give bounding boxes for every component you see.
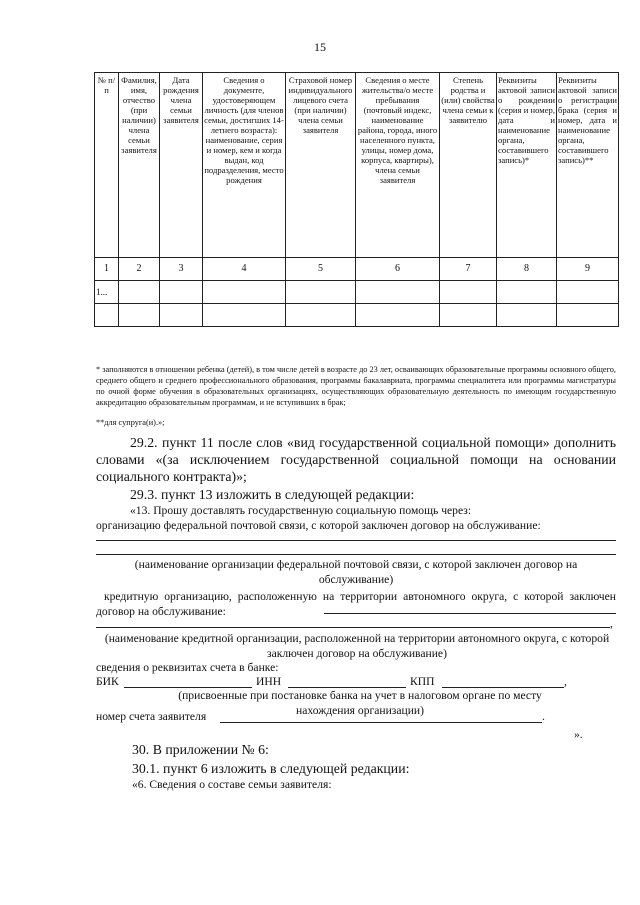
- table-cell: [356, 281, 440, 304]
- paragraph-30-1: 30.1. пункт 6 изложить в следующей редакции:: [132, 761, 410, 776]
- page-number: 15: [314, 40, 326, 54]
- header-cell: Фамилия, имя, отчество (при наличии) члена семьи заявителя: [119, 73, 160, 258]
- table-cell: [440, 281, 497, 304]
- table-cell: [203, 281, 286, 304]
- credit-organization-line-2[interactable]: [96, 627, 610, 628]
- paragraph-29-3: 29.3. пункт 13 изложить в следующей редакции:: [130, 487, 415, 502]
- paragraph-29-2: 29.2. пункт 11 после слов «вид государственной социальной помощи» дополнить словами «(за исключением государственной социальной помощи на основании социального контракта)»;: [96, 435, 616, 484]
- inn-label: ИНН: [256, 675, 282, 688]
- postal-organization-label: организацию федеральной почтовой связи, с которой заключен договор на обслуживание:: [96, 519, 541, 532]
- table-cell: [119, 281, 160, 304]
- table-cell: [497, 281, 557, 304]
- footnote-children: * заполняются в отношении ребенка (детей), в том числе детей в возрасте до 23 лет, осваивающих образовательные программы основного общего, среднего общего и среднего профессионального образования, программы бакалавриата, программы специалитета или программы магистратуры по очной форме обучения в образовательных организациях, осуществляющих образовательную деятельность по имеющим государственную аккредитацию образовательным программам, и не вступивших в брак;: [96, 365, 616, 407]
- account-number-label: номер счета заявителя: [96, 710, 207, 723]
- item-13-intro: «13. Прошу доставлять государственную социальную помощь через:: [130, 504, 472, 517]
- column-number: 1: [95, 258, 119, 281]
- column-number: 4: [203, 258, 286, 281]
- table-column-number-row: [95, 258, 619, 281]
- table-cell: [286, 304, 356, 327]
- table-cell: [497, 304, 557, 327]
- header-cell: Степень родства и (или) свойства члена семьи к заявителю: [440, 73, 497, 258]
- table-cell: [203, 304, 286, 327]
- table-cell: [119, 304, 160, 327]
- header-cell: Дата рождения члена семьи заявителя: [160, 73, 203, 258]
- table-cell: [160, 304, 203, 327]
- header-cell: Сведения о документе, удостоверяющем личность (для членов семьи, достигших 14-летнего возраста): наименование, серия и номер, кем и когда выдан, код подразделения, место рождения: [203, 73, 286, 258]
- postal-organization-line-2[interactable]: [96, 554, 616, 555]
- postal-organization-caption: (наименование организации федеральной почтовой связи, с которой заключен договор на обслуживание): [134, 558, 578, 586]
- account-details-intro: сведения о реквизитах счета в банке:: [96, 661, 279, 674]
- comma-mark: ,: [564, 675, 567, 688]
- header-cell: Страховой номер индивидуального лицевого счета (при наличии) члена семьи заявителя: [286, 73, 356, 258]
- column-number: 8: [497, 258, 557, 281]
- credit-organization-caption: (наименование кредитной организации, расположенной на территории автономного округа, с которой заключен договор на обслуживание): [104, 632, 610, 660]
- header-cell: Реквизиты актовой записи о рождении (серия и номер, дата и наименование органа, составившего запись)*: [497, 73, 557, 258]
- footnote-spouse: **для супруга(и).»;: [96, 418, 165, 427]
- column-number: 2: [119, 258, 160, 281]
- column-number: 7: [440, 258, 497, 281]
- header-cell: Реквизиты актовой записи о регистрации брака (серия и номер, дата и наименование органа, составившего запись)**: [557, 73, 619, 258]
- table-cell: [95, 304, 119, 327]
- period-mark: .: [542, 710, 545, 723]
- table-cell: 1...: [95, 281, 119, 304]
- table-cell: [557, 304, 619, 327]
- column-number: 6: [356, 258, 440, 281]
- closing-quote: ».: [574, 728, 583, 741]
- kpp-label: КПП: [410, 675, 435, 688]
- postal-organization-line[interactable]: [96, 540, 616, 541]
- item-6-intro: «6. Сведения о составе семьи заявителя:: [132, 778, 332, 791]
- table-cell: [356, 304, 440, 327]
- family-composition-table: [94, 72, 619, 327]
- column-number: 9: [557, 258, 619, 281]
- column-number: 5: [286, 258, 356, 281]
- column-number: 3: [160, 258, 203, 281]
- table-cell: [286, 281, 356, 304]
- account-number-field[interactable]: [220, 722, 542, 723]
- table-row: [95, 281, 619, 304]
- paragraph-30: 30. В приложении № 6:: [132, 742, 269, 757]
- credit-organization-line[interactable]: [324, 613, 616, 614]
- table-cell: [160, 281, 203, 304]
- credit-organization-label: кредитную организацию, расположенную на территории автономного округа, с которой заключен договор на обслуживание:: [96, 590, 616, 618]
- table-cell: [557, 281, 619, 304]
- tax-registration-caption: (присвоенные при постановке банка на учет в налоговом органе по месту нахождения организации): [178, 689, 542, 717]
- table-cell: [440, 304, 497, 327]
- header-cell: № п/п: [95, 73, 119, 258]
- comma-mark: ,: [610, 617, 613, 630]
- header-cell: Сведения о месте жительства/о месте пребывания (почтовый индекс, наименование района, города, иного населенного пункта, улицы, номер дома, корпуса, квартиры), члена семьи заявителя: [356, 73, 440, 258]
- table-header-row: [95, 73, 619, 258]
- bik-label: БИК: [96, 675, 119, 688]
- table-row: [95, 304, 619, 327]
